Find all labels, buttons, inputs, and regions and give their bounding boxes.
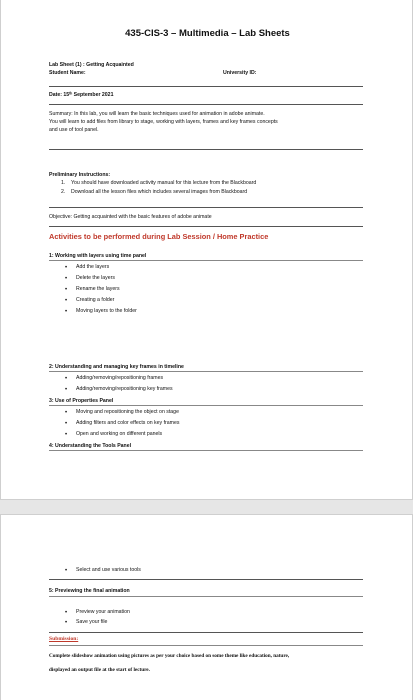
section-3-heading: 3: Use of Properties Panel (49, 398, 114, 404)
prelim-item-1: You should have downloaded activity manual for this lecture from the Blackboard (71, 180, 257, 186)
bullet-icon: • (65, 309, 68, 315)
divider (49, 149, 363, 150)
section-1-item: Delete the layers (76, 275, 115, 281)
summary-line-3: and use of tool panel. (49, 127, 99, 133)
section-4-heading: 4: Understanding the Tools Panel (49, 443, 132, 449)
divider (49, 104, 363, 105)
bullet-icon: • (65, 410, 68, 416)
section-1-item: Add the layers (76, 264, 110, 270)
divider (49, 596, 363, 597)
prelim-number-1: 1. (61, 180, 66, 186)
objective-text: Objective: Getting acquainted with the basic features of adobe animate (49, 214, 212, 220)
section-3-item: Adding filters and color effects on key frames (76, 420, 180, 426)
bullet-icon: • (65, 287, 68, 293)
divider (49, 579, 363, 580)
divider (49, 632, 363, 633)
page-title: 435-CIS-3 – Multimedia – Lab Sheets (125, 28, 290, 39)
tools-item: Select and use various tools (76, 567, 141, 573)
page-gap (0, 500, 413, 514)
section-2-item: Adding/removing/repositioning frames (76, 375, 164, 381)
divider (49, 86, 363, 87)
bullet-icon: • (65, 276, 68, 282)
divider (49, 450, 363, 451)
bullet-icon: • (65, 376, 68, 382)
submission-text-1: Complete slideshow animation using pictures as per your choice based on some theme like education, nature, (49, 653, 290, 659)
bullet-icon: • (65, 610, 68, 616)
date-label: Date: 15ᵗʰ September 2021 (49, 92, 114, 98)
section-3-item: Open and working on different panels (76, 431, 163, 437)
section-1-item: Rename the layers (76, 286, 120, 292)
bullet-icon: • (65, 432, 68, 438)
summary-line-1: Summary: In this lab, you will learn the basic techniques used for animation in adobe animate. (49, 111, 265, 117)
prelim-title: Preliminary Instructions: (49, 172, 111, 178)
divider (49, 207, 363, 208)
prelim-number-2: 2. (61, 189, 66, 195)
section-5-heading: 5: Previewing the final animation (49, 588, 130, 594)
section-2-item: Adding/removing/repositioning key frames (76, 386, 173, 392)
bullet-icon: • (65, 298, 68, 304)
submission-text-2: displayed an output file at the start of lecture. (49, 667, 150, 673)
divider (49, 405, 363, 406)
submission-label: Submission: (49, 636, 79, 642)
section-1-item: Creating a folder (76, 297, 115, 303)
prelim-item-2: Download all the lesson files which includes several images from Blackboard (71, 189, 248, 195)
divider (49, 226, 363, 227)
section-5-item: Save your file (76, 619, 108, 625)
bullet-icon: • (65, 265, 68, 271)
section-1-item: Moving layers to the folder (76, 308, 137, 314)
bullet-icon: • (65, 387, 68, 393)
university-id-label: University ID: (223, 70, 257, 76)
document-page-2 (0, 514, 413, 700)
section-2-heading: 2: Understanding and managing key frames in timeline (49, 364, 184, 370)
bullet-icon: • (65, 568, 68, 574)
section-3-item: Moving and repositioning the object on stage (76, 409, 179, 415)
activities-heading: Activities to be performed during Lab Session / Home Practice (49, 232, 269, 241)
section-1-heading: 1: Working with layers using time panel (49, 253, 147, 259)
objective-line (49, 214, 212, 221)
divider (49, 260, 363, 261)
section-5-item: Preview your animation (76, 609, 130, 615)
student-name-label: Student Name: (49, 70, 86, 76)
bullet-icon: • (65, 620, 68, 626)
divider (49, 371, 363, 372)
lab-sheet-label: Lab Sheet (1) : Getting Acquainted (49, 62, 134, 68)
divider (49, 645, 363, 646)
bullet-icon: • (65, 421, 68, 427)
summary-line-2: You will learn to add files from library to stage, working with layers, frames and key frames concepts (49, 119, 278, 125)
